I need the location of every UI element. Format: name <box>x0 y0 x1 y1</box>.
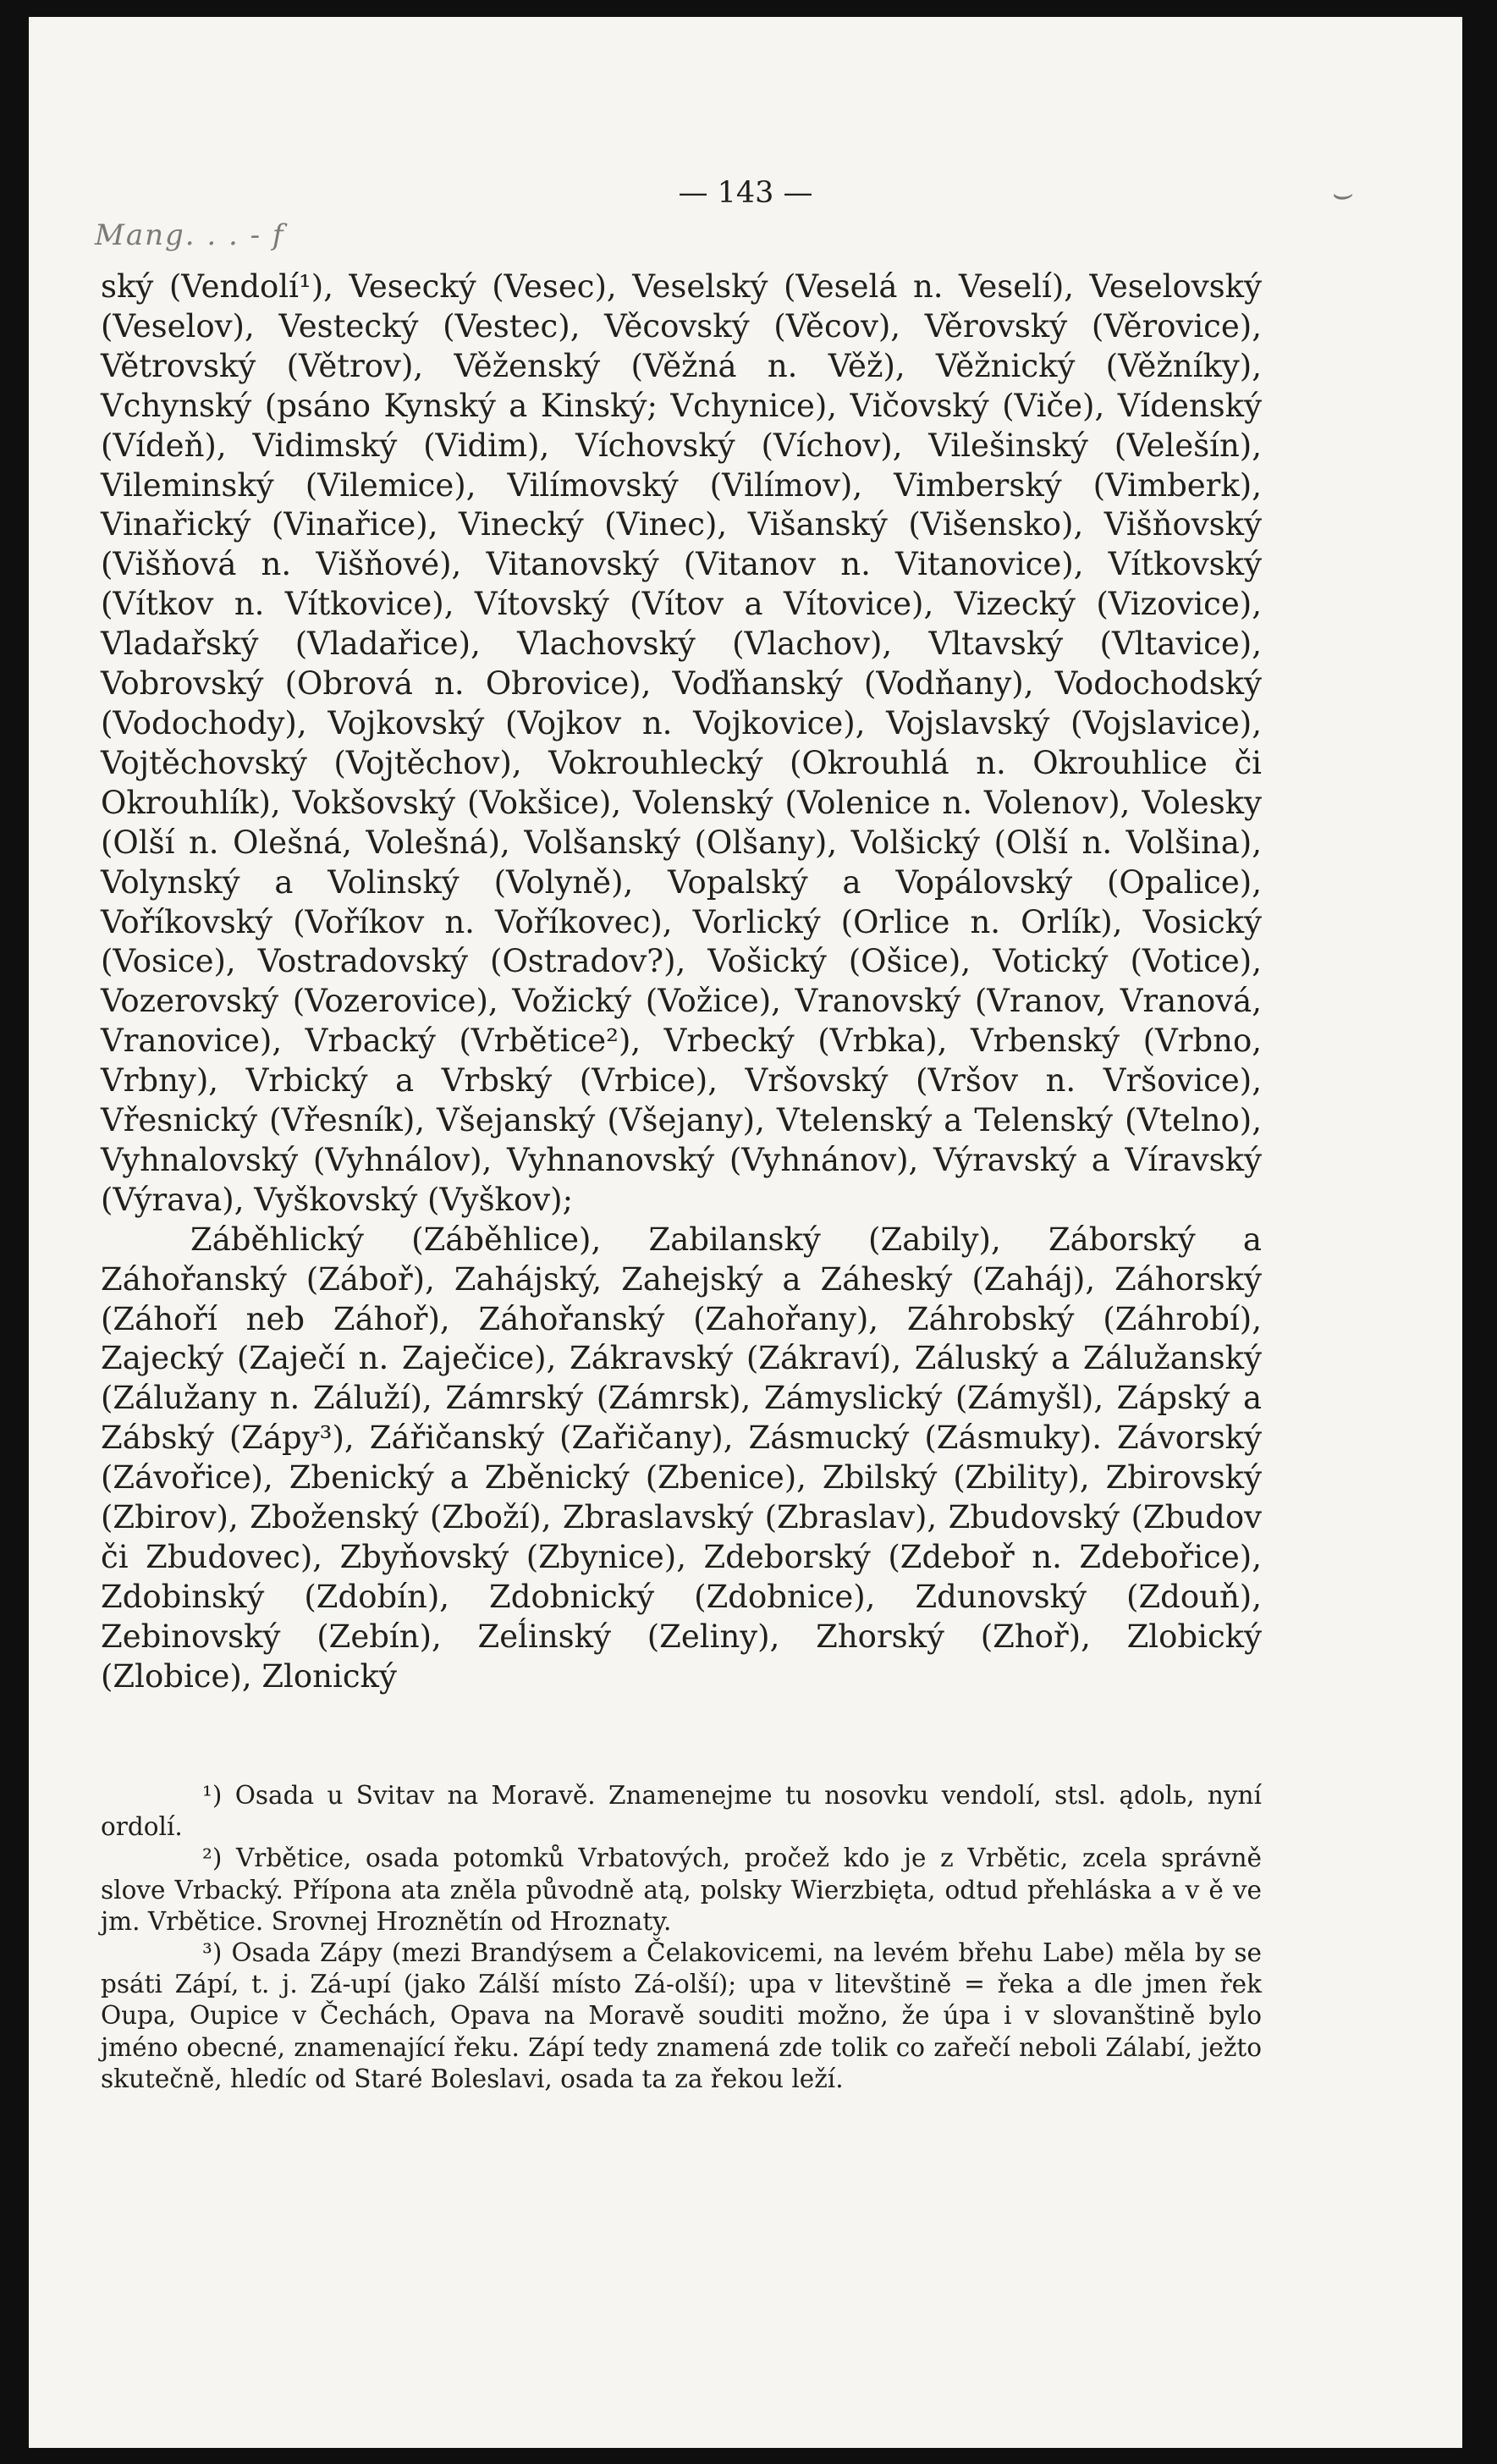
page-number: — 143 — <box>678 176 813 210</box>
pencil-annotation-right: ⌣ <box>1329 174 1352 213</box>
footnotes <box>101 1780 1262 2095</box>
pencil-annotation-left: Mang. . . - f <box>95 218 285 252</box>
footnote-3: ³) Osada Zápy (mezi Brandýsem a Čelakovicemi, na levém břehu Labe) měla by se psáti Zápí, t. j. Zá-upí (jako Zálší místo Zá-olší); upa v litevštině = řeka a dle jmen řek Oupa, Oupice v Čechách, Opava na Moravě souditi možno, že úpa i v slovanštině bylo jméno obecné, znamenající řeku. Zápí tedy znamená zde tolik co zařečí neboli Zálabí, ježto skutečně, hledíc od Staré Boleslavi, osada ta za řekou leží. <box>101 1938 1262 2093</box>
paragraph-z-names: Záběhlický (Záběhlice), Zabilanský (Zabily), Záborský a Záhořanský (Záboř), Zahájský, Zahejský a Záheský (Zaháj), Záhorský (Záhoří neb Záhoř), Záhořanský (Zahořany), Záhrobský (Záhrobí), Zajecký (Zaječí n. Zaječice), Zákravský (Zákraví), Záluský a Zálužanský (Zálužany n. Záluží), Zámrský (Zámrsk), Zámyslický (Zámyšl), Zápský a Zábský (Zápy³), Zářičanský (Zařičany), Zásmucký (Zásmuky). Závorský (Závořice), Zbenický a Zběnický (Zbenice), Zbilský (Zbility), Zbirovský (Zbirov), Zboženský (Zboží), Zbraslavský (Zbraslav), Zbudovský (Zbudov či Zbudovec), Zbyňovský (Zbynice), Zdeborský (Zdeboř n. Zdebořice), Zdobinský (Zdobín), Zdobnický (Zdobnice), Zdunovský (Zdouň), Zebinovský (Zebín), Zeĺinský (Zeliny), Zhorský (Zhoř), Zlobický (Zlobice), Zlonický <box>101 1221 1262 1695</box>
main-text <box>101 267 1262 1697</box>
footnote-1: ¹) Osada u Svitav na Moravě. Znamenejme tu nosovku vendolí, stsl. ądolь, nyní ordolí. <box>101 1781 1262 1842</box>
paragraph-v-names: ský (Vendolí¹), Vesecký (Vesec), Veselský (Veselá n. Veselí), Veselovský (Veselov), Vestecký (Vestec), Věcovský (Věcov), Věrovský (Věrovice), Větrovský (Větrov), Věženský (Věžná n. Věž), Věžnický (Věžníky), Vchynský (psáno Kynský a Kinský; Vchynice), Vičovský (Viče), Vídenský (Vídeň), Vidimský (Vidim), Víchovský (Víchov), Vilešinský (Velešín), Vileminský (Vilemice), Vilímovský (Vilímov), Vimberský (Vimberk), Vinařický (Vinařice), Vinecký (Vinec), Višanský (Višensko), Višňovský (Višňová n. Višňové), Vitanovský (Vitanov n. Vitanovice), Vítkovský (Vítkov n. Vítkovice), Vítovský (Vítov a Vítovice), Vizecký (Vizovice), Vladařský (Vladařice), Vlachovský (Vlachov), Vltavský (Vltavice), Vobrovský (Obrová n. Obrovice), Voďňanský (Vodňany), Vodochodský (Vodochody), Vojkovský (Vojkov n. Vojkovice), Vojslavský (Vojslavice), Vojtěchovský (Vojtěchov), Vokrouhlecký (Okrouhlá n. Okrouhlice či Okrouhlík), Vokšovský (Vokšice), Volenský (Volenice n. Volenov), Volesky (Olší n. Olešná, Volešná), Volšanský (Olšany), Volšický (Olší n. Volšina), Volynský a Volinský (Volyně), Vopalský a Vopálovský (Opalice), Voříkovský (Voříkov n. Voříkovec), Vorlický (Orlice n. Orlík), Vosický (Vosice), Vostradovský (Ostradov?), Vošický (Ošice), Votický (Votice), Vozerovský (Vozerovice), Vožický (Vožice), Vranovský (Vranov, Vranová, Vranovice), Vrbacký (Vrbětice²), Vrbecký (Vrbka), Vrbenský (Vrbno, Vrbny), Vrbický a Vrbský (Vrbice), Vršovský (Vršov n. Vršovice), Vřesnický (Vřesník), Všejanský (Všejany), Vtelenský a Telenský (Vtelno), Vyhnalovský (Vyhnálov), Vyhnanovský (Vyhnánov), Výravský a Víravský (Výrava), Vyškovský (Vyškov); <box>101 268 1262 1218</box>
book-page <box>29 17 1462 2448</box>
footnote-2: ²) Vrbětice, osada potomků Vrbatových, pročež kdo je z Vrbětic, zcela správně slove Vrbacký. Přípona ata zněla původně atą, polsky Wierzbięta, odtud přehláska a v ě ve jm. Vrbětice. Srovnej Hroznětín od Hroznaty. <box>101 1844 1262 1936</box>
